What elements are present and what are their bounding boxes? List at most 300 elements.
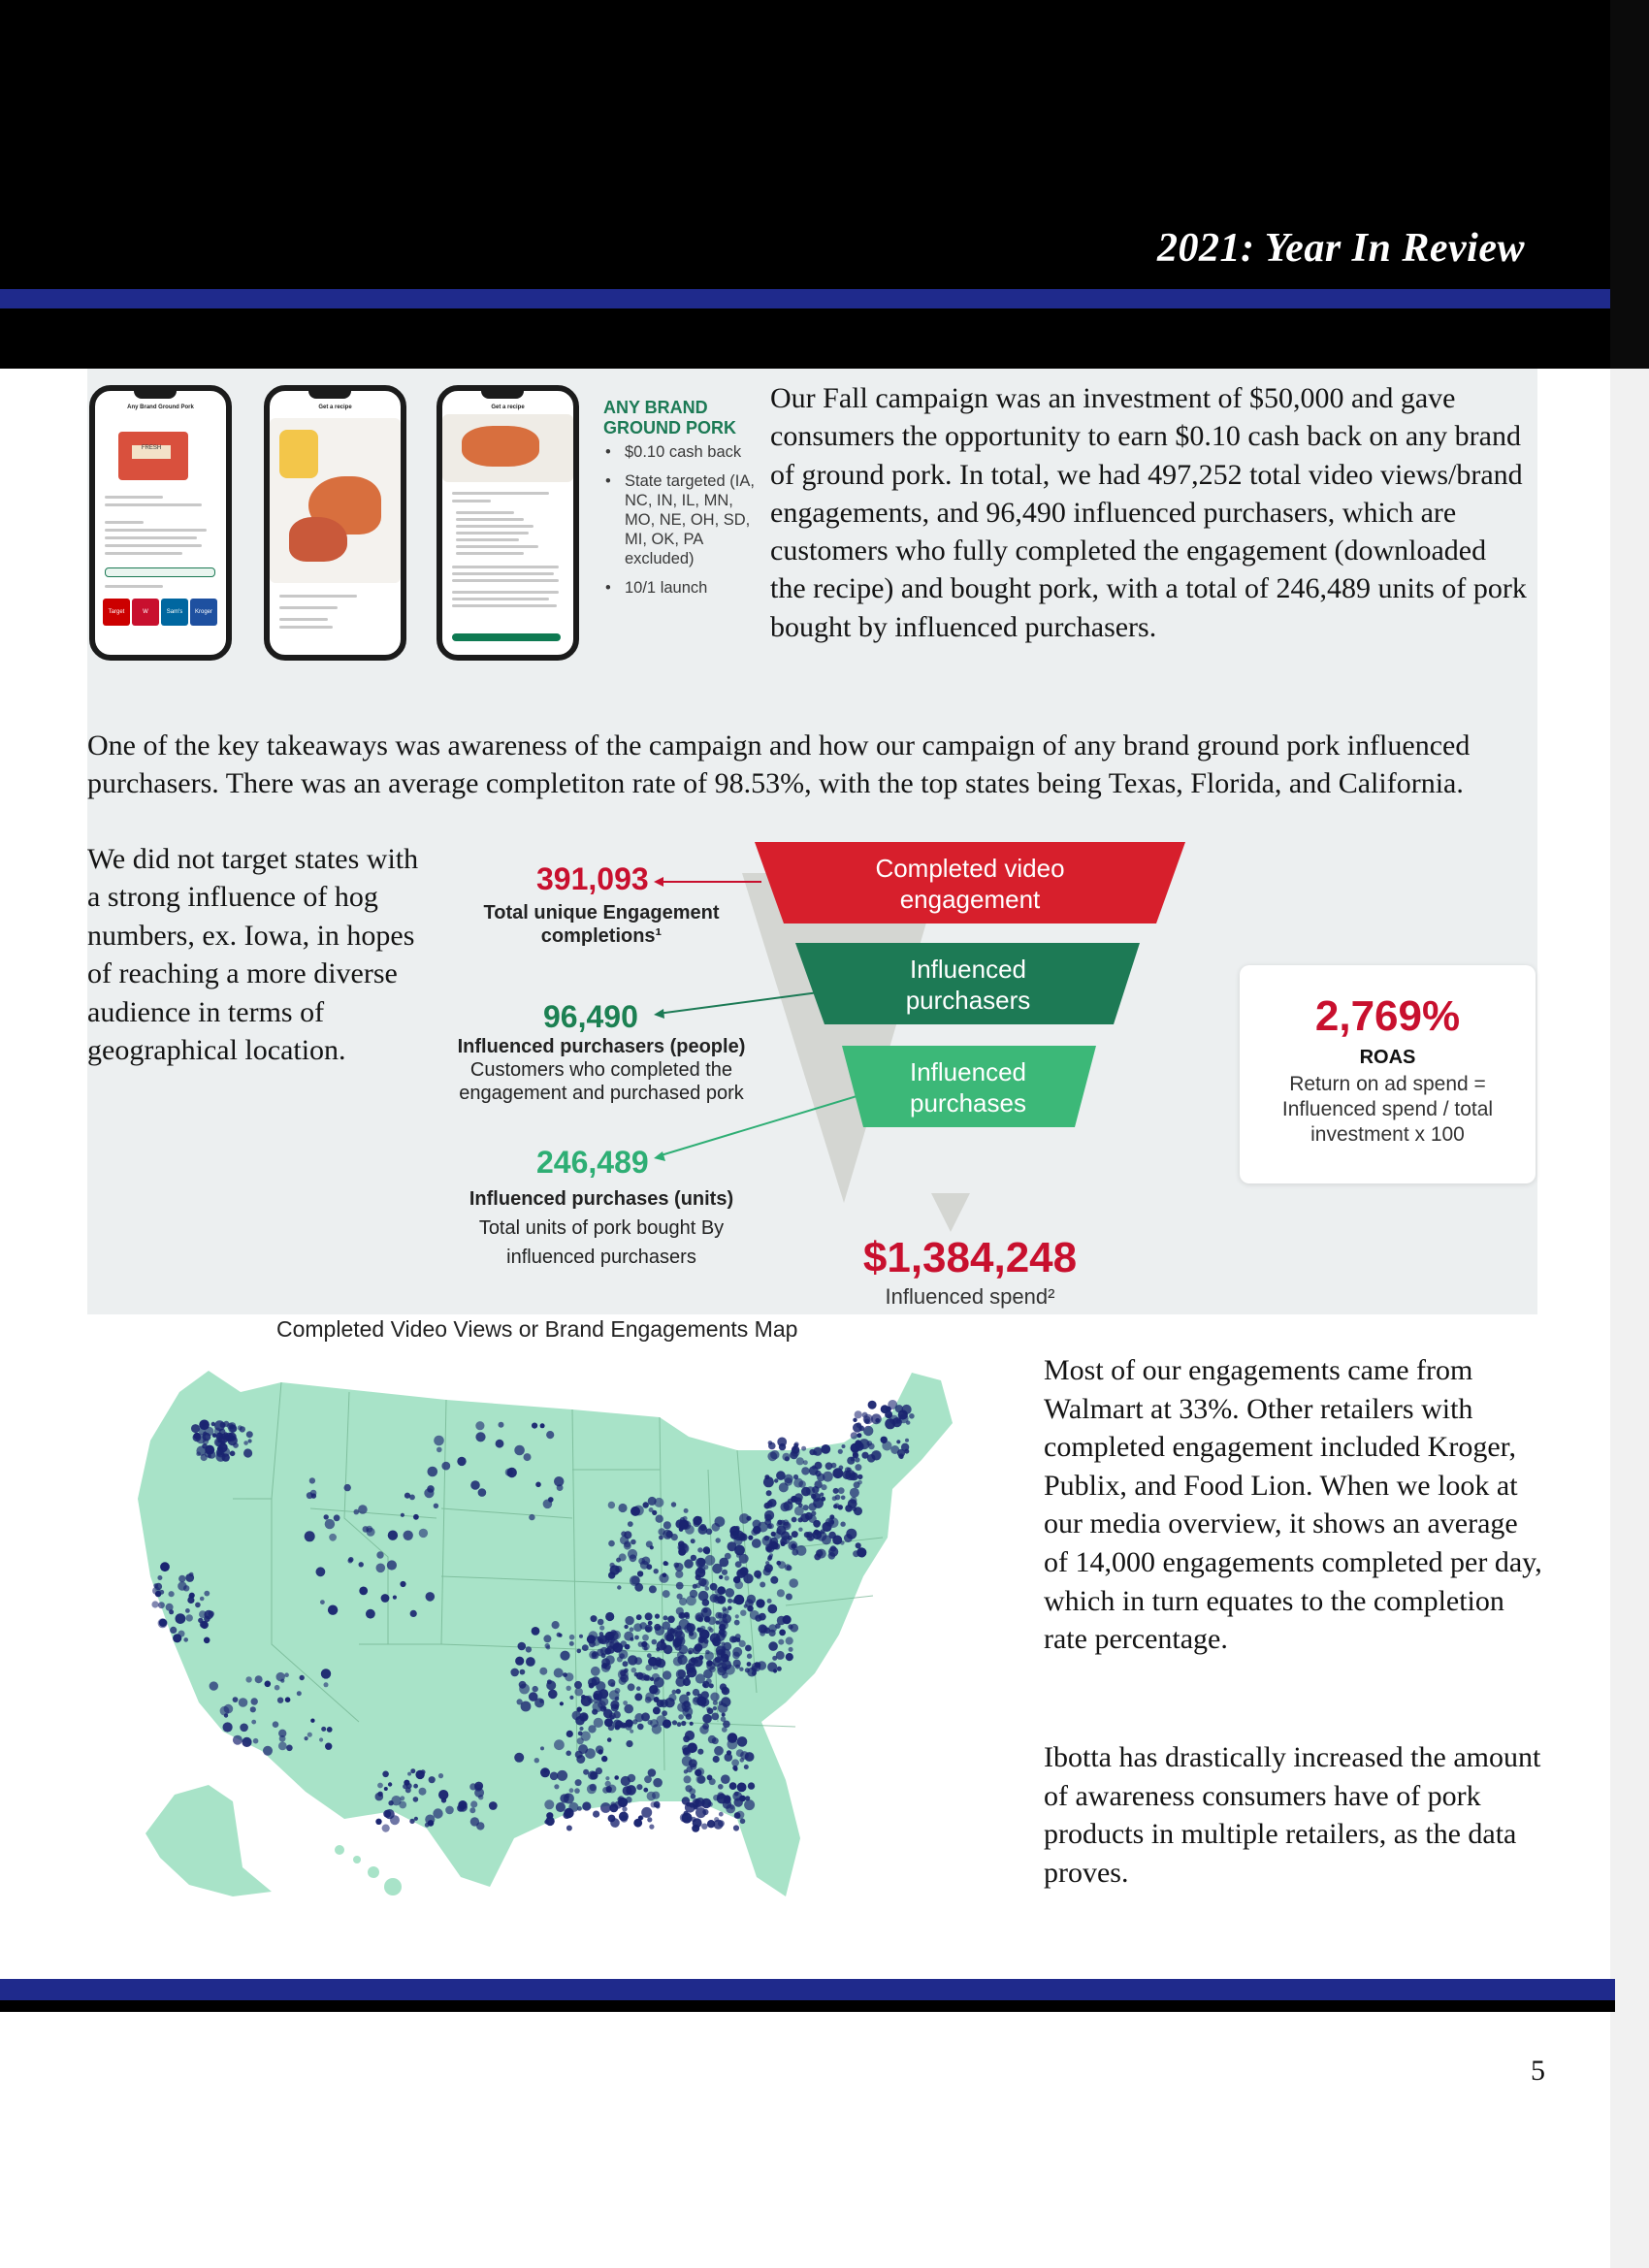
recipe-action-button (452, 633, 561, 641)
engagement-dot (198, 1618, 203, 1623)
engagement-dot (515, 1657, 524, 1666)
engagement-dot (677, 1594, 683, 1600)
engagement-dot (470, 1817, 479, 1826)
engagement-dot (324, 1682, 329, 1687)
engagement-dot (693, 1646, 700, 1654)
engagement-dot (718, 1820, 725, 1827)
engagement-dot (597, 1649, 604, 1657)
engagement-dot (608, 1635, 613, 1639)
engagement-dot (438, 1773, 443, 1778)
engagement-dot (677, 1652, 684, 1659)
engagement-dot (321, 1669, 331, 1678)
engagement-dot (297, 1691, 302, 1696)
engagement-dot (723, 1721, 730, 1729)
engagement-dot (543, 1500, 553, 1509)
engagement-dot (617, 1657, 623, 1663)
engagement-dot (654, 1569, 659, 1573)
engagement-dot (191, 1424, 200, 1433)
engagement-dot (777, 1438, 787, 1447)
engagement-dot (831, 1463, 837, 1469)
package-label: FRESH (132, 445, 171, 459)
engagement-dot (625, 1616, 633, 1625)
engagement-dot (388, 1531, 398, 1540)
engagement-dot (859, 1439, 870, 1449)
engagement-dot (801, 1467, 809, 1474)
engagement-dot (768, 1641, 778, 1651)
engagement-dot (719, 1629, 726, 1636)
engagement-dot (683, 1747, 691, 1755)
engagement-dot (850, 1497, 857, 1504)
engagement-dot (203, 1432, 207, 1436)
engagement-dot (376, 1564, 386, 1573)
engagement-dot (696, 1775, 705, 1784)
engagement-dot (215, 1438, 225, 1447)
engagement-dot (634, 1636, 639, 1640)
page-number: 5 (1531, 2055, 1545, 2087)
engagement-dot (785, 1456, 790, 1461)
engagement-dot (478, 1488, 487, 1497)
engagement-dot (764, 1474, 769, 1479)
engagement-dot (620, 1670, 626, 1676)
engagement-dot (401, 1513, 404, 1517)
engagement-dot (526, 1646, 532, 1652)
engagement-dot (419, 1529, 428, 1538)
engagement-dot (239, 1698, 248, 1707)
engagement-dot (642, 1635, 649, 1641)
engagement-dot (208, 1451, 215, 1459)
funnel-label: Influenced (910, 955, 1026, 984)
engagement-dot (834, 1503, 840, 1508)
engagement-dot (718, 1784, 724, 1790)
engagement-dot (618, 1504, 627, 1512)
engagement-dot (654, 1498, 663, 1507)
engagement-dot (520, 1669, 526, 1675)
engagement-dot (532, 1627, 540, 1636)
engagement-dot (228, 1424, 237, 1433)
funnel-label: purchases (910, 1088, 1026, 1118)
funnel-label: Completed video (875, 854, 1065, 883)
engagement-dot (320, 1600, 325, 1604)
engagement-dot (649, 1585, 657, 1593)
engagement-dot (855, 1410, 862, 1418)
engagement-dot (769, 1630, 776, 1636)
engagement-dot (845, 1470, 856, 1480)
engagement-dot (789, 1578, 798, 1588)
engagement-dot (748, 1536, 753, 1540)
engagement-dot (766, 1501, 772, 1507)
phone-title: Get a recipe (318, 405, 352, 410)
phone-mockup-product (89, 385, 232, 661)
engagement-dot (387, 1560, 397, 1570)
engagement-dot (243, 1441, 248, 1445)
engagement-dot (634, 1693, 642, 1701)
engagement-dot (630, 1507, 640, 1516)
engagement-dot (223, 1722, 233, 1732)
engagement-dot (663, 1615, 668, 1620)
engagement-dot (575, 1779, 582, 1786)
engagement-dot (732, 1766, 737, 1770)
engagement-dot (697, 1749, 703, 1755)
engagement-dot (685, 1802, 695, 1813)
engagement-dot (624, 1625, 628, 1629)
engagement-dot (384, 1787, 388, 1791)
engagement-dot (734, 1545, 745, 1556)
engagement-dot (841, 1496, 846, 1501)
engagement-dot (653, 1706, 661, 1714)
engagement-dot (557, 1633, 562, 1637)
engagement-dot (702, 1681, 709, 1688)
engagement-dot (151, 1601, 158, 1607)
engagement-dot (638, 1816, 643, 1821)
engagement-dot (759, 1624, 767, 1633)
engagement-dot (672, 1720, 677, 1725)
engagement-dot (776, 1529, 781, 1534)
engagement-dot (737, 1736, 748, 1747)
engagement-dot (857, 1480, 862, 1485)
engagement-dot (568, 1802, 578, 1812)
engagement-dot (606, 1786, 612, 1792)
engagement-dot (540, 1746, 544, 1750)
engagement-dot (863, 1426, 873, 1436)
roas-card (1240, 965, 1536, 1183)
engagement-dot (178, 1581, 186, 1590)
engagement-dot (650, 1719, 659, 1728)
engagement-dot (828, 1532, 836, 1539)
engagement-dot (560, 1651, 569, 1661)
engagement-dot (735, 1526, 740, 1531)
engagement-dot (240, 1426, 245, 1432)
engagement-dot (694, 1697, 699, 1702)
roas-title: ROAS (1359, 1047, 1416, 1068)
engagement-dot (817, 1531, 827, 1541)
engagement-dot (769, 1553, 773, 1557)
engagement-dot (745, 1668, 750, 1672)
engagement-dot (251, 1698, 258, 1704)
engagement-dot (224, 1713, 228, 1717)
engagement-dot (186, 1614, 193, 1621)
engagement-dot (681, 1721, 686, 1726)
phone-title: Any Brand Ground Pork (127, 405, 194, 410)
engagement-dot (543, 1635, 551, 1642)
engagement-dot (636, 1686, 641, 1691)
engagement-dot (801, 1446, 806, 1451)
engagement-dot (832, 1468, 843, 1478)
engagement-dot (728, 1606, 732, 1611)
engagement-dot (777, 1667, 782, 1671)
engagement-dot (377, 1783, 383, 1789)
engagement-dot (628, 1549, 637, 1559)
roas-description: Return on ad spend = Influenced spend / total investment x 100 (1281, 1073, 1494, 1146)
engagement-dot (770, 1576, 778, 1584)
engagement-dot (637, 1724, 644, 1731)
engagement-dot (779, 1630, 786, 1636)
engagement-funnel (543, 834, 1222, 1242)
engagement-dot (697, 1547, 702, 1552)
engagement-dot (545, 1817, 554, 1826)
engagement-dot (809, 1449, 815, 1455)
engagement-dot (605, 1612, 614, 1621)
engagement-dot (663, 1621, 671, 1630)
engagement-dot (678, 1714, 684, 1720)
engagement-dot (823, 1472, 833, 1482)
engagement-dot (457, 1457, 466, 1466)
engagement-dot (608, 1540, 615, 1547)
engagement-dot (703, 1608, 708, 1613)
engagement-dot (243, 1448, 252, 1457)
engagement-dot (569, 1641, 574, 1646)
engagement-dot (698, 1617, 704, 1623)
engagement-dot (725, 1575, 729, 1580)
engagement-dot (230, 1451, 236, 1457)
engagement-dot (726, 1588, 735, 1598)
engagement-dot (775, 1623, 781, 1629)
engagement-dot (654, 1697, 660, 1702)
engagement-dot (688, 1659, 695, 1667)
engagement-dot (609, 1639, 619, 1649)
engagement-dot (514, 1753, 524, 1763)
engagement-dot (594, 1718, 603, 1728)
engagement-dot (663, 1719, 671, 1728)
engagement-dot (277, 1698, 283, 1703)
engagement-dot (278, 1742, 287, 1751)
engagement-dot (619, 1553, 627, 1561)
influenced-purchases-value: 246,489 (536, 1145, 649, 1180)
engagement-dot (195, 1603, 201, 1608)
engagement-dot (608, 1725, 615, 1732)
engagement-dot (649, 1825, 654, 1830)
engagement-dot (692, 1825, 699, 1832)
engagement-dot (441, 1462, 450, 1471)
engagement-dot (899, 1414, 909, 1424)
engagement-dot (410, 1768, 415, 1773)
engagement-dot (499, 1422, 504, 1428)
walgreens-store-icon: W (132, 599, 159, 626)
engagement-dot (276, 1672, 285, 1681)
engagement-dot (776, 1471, 786, 1480)
engagement-dot (535, 1482, 541, 1488)
engagement-dot (624, 1632, 633, 1641)
engagement-dot (388, 1800, 393, 1805)
engagement-dot (625, 1644, 630, 1650)
engagement-dot (734, 1620, 740, 1626)
engagement-dot (155, 1583, 162, 1590)
engagement-dot (764, 1514, 772, 1522)
engagement-dot (169, 1591, 175, 1597)
engagement-dot (628, 1683, 635, 1691)
engagement-dot (598, 1635, 607, 1644)
engagement-dot (905, 1439, 909, 1442)
engagement-dot (663, 1561, 668, 1566)
engagement-dot (263, 1746, 273, 1756)
engagement-dot (715, 1516, 726, 1527)
engagement-dot (705, 1555, 716, 1566)
engagement-dot (676, 1582, 684, 1590)
engagement-dot (838, 1487, 845, 1494)
engagement-dot (400, 1796, 404, 1800)
engagement-dot (682, 1813, 693, 1824)
engagement-dot (645, 1627, 651, 1633)
engagement-dot (781, 1531, 790, 1539)
engagement-dot (545, 1643, 550, 1648)
engagement-dot (328, 1605, 338, 1615)
engagement-dot (321, 1727, 326, 1732)
engagement-dot (740, 1819, 746, 1825)
engagement-dot (566, 1686, 571, 1691)
engagement-dot (850, 1488, 859, 1498)
engagement-dot (275, 1685, 280, 1691)
engagement-dot (684, 1775, 692, 1783)
influenced-spend-label: Influenced spend² (885, 1284, 1055, 1309)
engagement-dot (833, 1488, 839, 1494)
engagement-dot (713, 1756, 720, 1763)
engagement-dot (539, 1668, 547, 1675)
engagement-dot (626, 1724, 632, 1731)
engagement-dot (719, 1617, 728, 1627)
engagement-dot (698, 1516, 702, 1520)
engagement-dot (642, 1642, 650, 1650)
engagement-dot (533, 1686, 538, 1692)
engagement-dot (636, 1614, 642, 1620)
engagement-dot (399, 1801, 406, 1809)
engagement-dot (672, 1690, 677, 1695)
engagement-dot (845, 1505, 853, 1512)
engagement-dot (853, 1423, 862, 1433)
engagement-dot (792, 1446, 796, 1450)
engagement-dot (729, 1782, 737, 1790)
engagement-dot (697, 1558, 706, 1567)
engagement-dot (832, 1496, 837, 1501)
engagement-dot (546, 1431, 554, 1439)
engagement-dot (588, 1770, 597, 1779)
engagement-dot (689, 1788, 695, 1795)
engagement-dot (316, 1567, 326, 1576)
engagement-dot (566, 1751, 571, 1757)
engagement-dot (624, 1704, 633, 1714)
engagement-dot (794, 1498, 802, 1506)
engagement-dot (851, 1432, 857, 1439)
engagement-dot (706, 1662, 715, 1670)
engagement-dot (722, 1713, 726, 1717)
promo-item: • State targeted (IA, NC, IN, IL, MN, MO, NE, OH, SD, MI, OK, PA excluded) (603, 471, 759, 568)
engagement-dot (739, 1554, 749, 1564)
engagement-dot (786, 1594, 792, 1601)
engagement-dot (403, 1784, 407, 1789)
page-header-title: 2021: Year In Review (1156, 226, 1525, 271)
engagement-dot (645, 1612, 653, 1620)
engagement-dot (660, 1642, 666, 1649)
engagement-dot (202, 1443, 208, 1449)
engagement-dot (885, 1410, 892, 1418)
engagement-dot (309, 1477, 315, 1483)
engagement-dot (710, 1583, 718, 1591)
engagement-dot (540, 1767, 550, 1777)
engagement-dot (160, 1562, 170, 1571)
engagement-dot (265, 1681, 272, 1688)
engagement-dot (566, 1826, 572, 1831)
engagement-dot (410, 1610, 417, 1617)
engagement-dot (811, 1511, 816, 1516)
engagement-dot (574, 1688, 583, 1697)
engagement-dot (598, 1619, 604, 1626)
engagement-dot (711, 1713, 719, 1721)
engagement-dot (684, 1769, 688, 1773)
engagement-dot (695, 1799, 699, 1804)
engagement-dot (677, 1702, 686, 1711)
us-engagements-map (116, 1353, 1048, 1935)
engagement-dot (632, 1719, 637, 1724)
engagement-dot (359, 1562, 364, 1567)
engagement-dot (909, 1413, 915, 1419)
engagement-dot (591, 1615, 598, 1622)
engagement-dot (757, 1574, 761, 1579)
promo-list (603, 442, 759, 607)
engagement-dot (698, 1636, 706, 1643)
engagement-dot (777, 1589, 785, 1597)
key-takeaways-paragraph: One of the key takeaways was awareness of the campaign and how our campaign of any brand ground pork influenced purchasers. There was an average completiton rate of 98.53%, with the top states being Texas, Florida, and California. (87, 729, 1471, 799)
funnel-arrow-tip (931, 1193, 970, 1232)
engagement-dot (441, 1798, 446, 1802)
engagement-dot (868, 1401, 877, 1409)
engagement-dot (660, 1700, 668, 1708)
engagement-dot (556, 1802, 566, 1812)
engagement-dot (469, 1807, 475, 1813)
engagement-dot (400, 1581, 405, 1587)
engagement-dot (735, 1614, 739, 1618)
engagement-dot (707, 1820, 715, 1828)
engagement-dot (774, 1478, 778, 1482)
engagement-dot (637, 1571, 643, 1576)
engagement-dot (744, 1765, 749, 1769)
engagement-dot (552, 1621, 560, 1629)
engagement-dot (187, 1597, 194, 1604)
engagement-dot (377, 1792, 382, 1797)
engagement-dot (475, 1421, 484, 1430)
engagement-dot (709, 1778, 716, 1785)
engagement-dot (577, 1649, 582, 1654)
engagement-dot (554, 1784, 559, 1789)
engagement-dot (696, 1628, 701, 1633)
influenced-spend-value: $1,384,248 (862, 1234, 1078, 1281)
engagement-dot (861, 1452, 868, 1459)
engagement-dot (684, 1624, 693, 1633)
engagement-dot (801, 1487, 811, 1497)
engagement-dot (708, 1801, 713, 1806)
engagement-dot (655, 1657, 662, 1664)
engagement-dot (816, 1549, 824, 1557)
funnel-label: purchasers (905, 986, 1031, 1015)
engagement-dot (767, 1451, 777, 1461)
engagement-dot (792, 1531, 798, 1538)
ibotta-paragraph: Ibotta has drastically increased the amount of awareness consumers have of pork products in multiple retailers, as the data proves. (1044, 1741, 1541, 1889)
engagement-dot (654, 1677, 664, 1688)
engagement-dot (574, 1788, 580, 1794)
engagement-dot (721, 1697, 730, 1706)
engagement-dot (419, 1788, 427, 1796)
engagement-dot (772, 1656, 777, 1661)
engagement-dot (717, 1586, 726, 1595)
kroger-store-icon: Kroger (190, 599, 217, 626)
engagement-dot (685, 1731, 695, 1740)
promo-item: • $0.10 cash back (603, 442, 759, 462)
engagement-dot (605, 1776, 609, 1780)
engagement-dot (619, 1812, 629, 1822)
engagement-completions-label: Total unique Engagement completions¹ (483, 902, 720, 947)
engagement-dot (733, 1825, 739, 1831)
engagement-dot (554, 1669, 564, 1678)
engagement-dot (663, 1530, 672, 1539)
engagement-dot (305, 1531, 315, 1541)
engagement-dot (654, 1624, 661, 1631)
